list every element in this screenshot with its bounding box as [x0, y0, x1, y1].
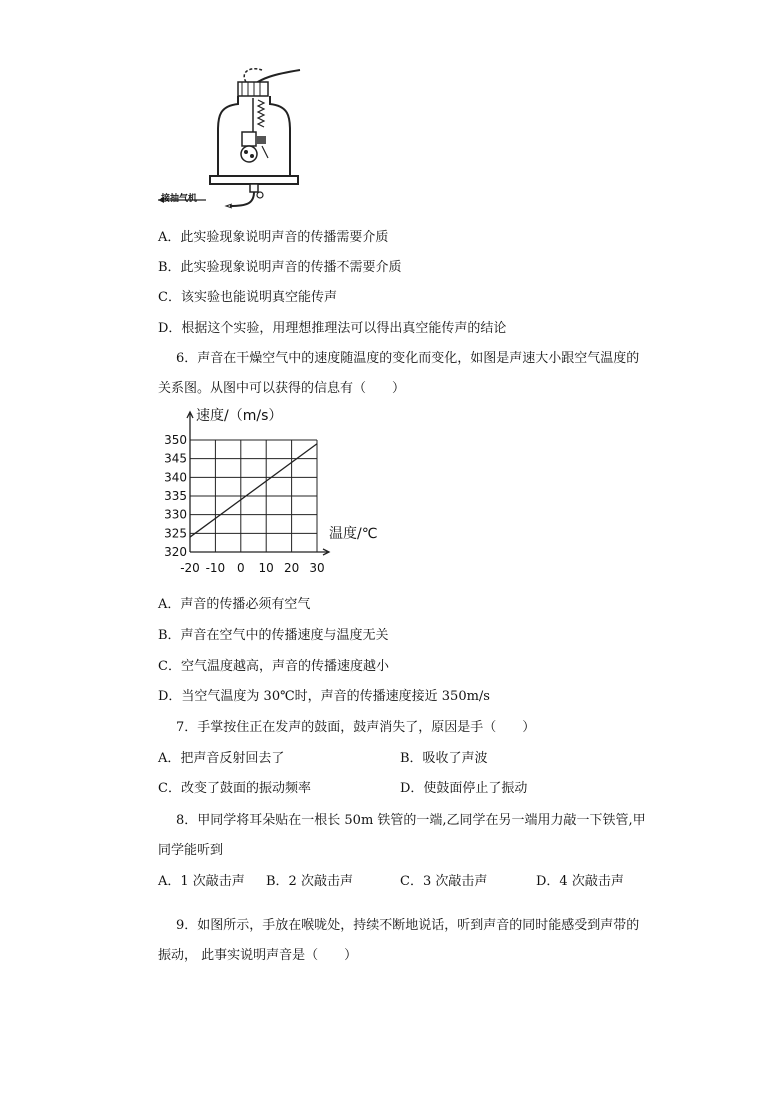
x-tick-label: 20	[283, 561, 300, 575]
q8-stem-line2: 同学能听到	[158, 843, 224, 858]
q7-option-d: D．使鼓面停止了振动	[400, 781, 528, 796]
x-tick-label: 10	[258, 561, 274, 575]
q9-stem-line2: 振动， 此事实说明声音是（ ）	[158, 948, 358, 963]
q9-stem-line1: 9．如图所示，手放在喉咙处，持续不断地说话，听到声音的同时能感受到声带的	[176, 918, 640, 933]
q6-option-a: A．声音的传播必须有空气	[158, 597, 311, 612]
q8-option-c: C．3 次敲击声	[400, 874, 488, 889]
chart-svg	[158, 405, 398, 587]
x-tick-label: 30	[309, 561, 325, 575]
y-tick-label: 350	[164, 433, 187, 447]
y-tick-label: 320	[164, 545, 187, 559]
q5-option-d: D．根据这个实验，用理想推理法可以得出真空能传声的结论	[158, 321, 507, 336]
q5-option-a: A．此实验现象说明声音的传播需要介质	[158, 230, 389, 245]
q6-stem-line1: 6．声音在干燥空气中的速度随温度的变化而变化，如图是声速大小跟空气温度的	[176, 351, 640, 366]
bell-jar-figure	[150, 60, 310, 210]
x-axis-title: 温度/℃	[329, 526, 378, 542]
q7-option-a: A．把声音反射回去了	[158, 751, 285, 766]
q5-option-b: B．此实验现象说明声音的传播不需要介质	[158, 260, 402, 275]
q6-option-d: D．当空气温度为 30℃时，声音的传播速度接近 350m/s	[158, 689, 490, 704]
bell-jar-label: 接抽气机	[161, 194, 198, 204]
q8-options-row	[158, 873, 638, 891]
q7-option-b: B．吸收了声波	[400, 751, 488, 766]
y-tick-label: 330	[164, 507, 187, 522]
y-tick-label: 345	[164, 451, 187, 466]
x-tick-label: 0	[236, 561, 245, 575]
q7-stem: 7．手掌按住正在发声的鼓面，鼓声消失了，原因是手（ ）	[176, 720, 536, 735]
q5-option-c: C．该实验也能说明真空能传声	[158, 290, 337, 305]
x-tick-label: -10	[205, 561, 226, 575]
q6-option-c: C．空气温度越高，声音的传播速度越小	[158, 659, 389, 674]
bell-jar-drawing	[150, 60, 310, 210]
speed-temperature-chart	[158, 405, 398, 587]
x-tick-label: -20	[180, 561, 200, 575]
q7-option-c: C．改变了鼓面的振动频率	[158, 781, 311, 796]
q8-option-b: B．2 次敲击声	[266, 874, 353, 889]
y-tick-label: 340	[164, 470, 187, 485]
y-tick-label: 335	[164, 489, 187, 503]
series-line-speed	[190, 444, 317, 537]
y-axis-title: 速度/（m/s）	[196, 408, 283, 424]
q6-option-b: B．声音在空气中的传播速度与温度无关	[158, 628, 389, 643]
q8-stem-line1: 8．甲同学将耳朵贴在一根长 50m 铁管的一端,乙同学在另一端用力敲一下铁管,甲	[176, 813, 646, 828]
q6-stem-line2: 关系图。从图中可以获得的信息有（ ）	[158, 381, 406, 396]
q8-option-d: D．4 次敲击声	[536, 874, 624, 889]
y-tick-label: 325	[164, 526, 187, 541]
q7-options-row1	[158, 750, 578, 768]
q8-option-a: A．1 次敲击声	[158, 874, 245, 889]
q7-options-row2	[158, 780, 578, 798]
